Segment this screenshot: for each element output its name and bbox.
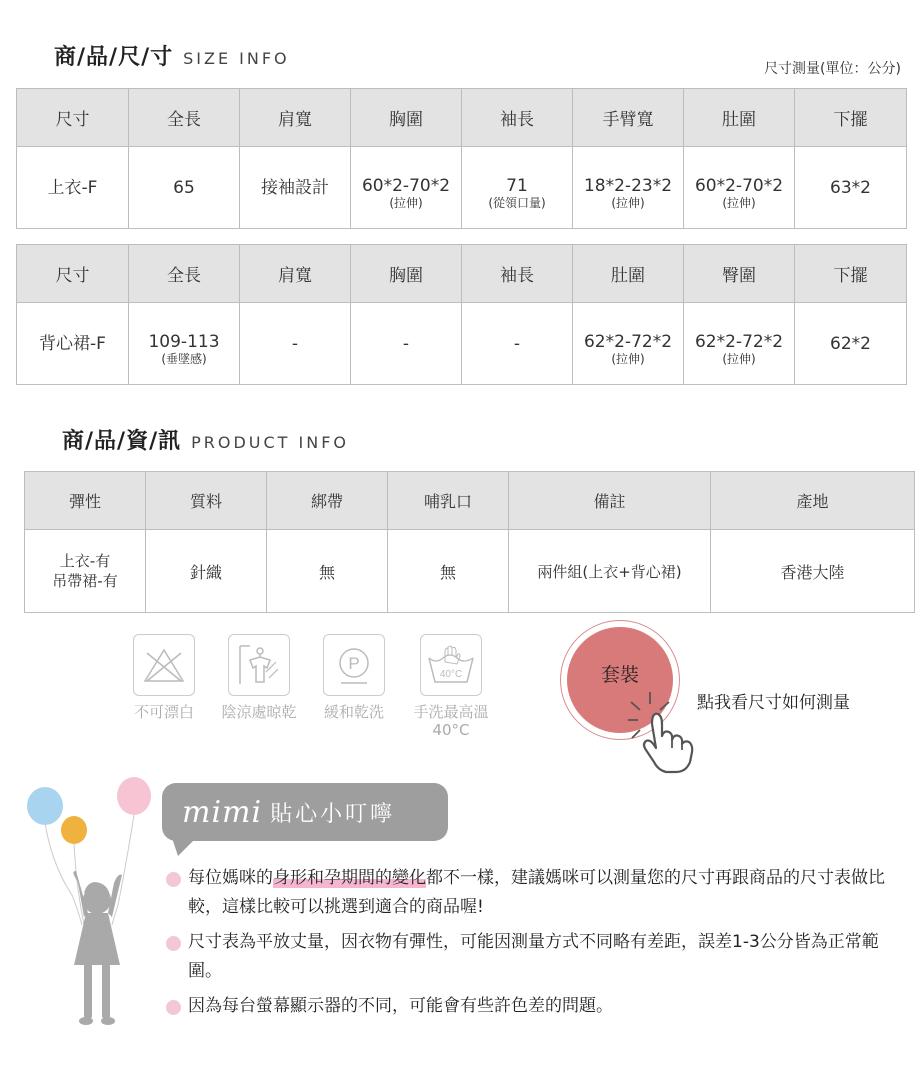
data-cell — [795, 147, 907, 229]
cell-value: 60*2-70*2 — [694, 175, 784, 196]
note-cell: 兩件組(上衣+背心裙) — [509, 530, 711, 613]
strap-cell: 無 — [267, 530, 388, 613]
cell-value: 背心裙-F — [39, 333, 106, 354]
balloon-girl-illustration — [22, 775, 162, 1045]
header-cell: 哺乳口 — [388, 472, 509, 530]
cell-note: (從領口量) — [488, 195, 546, 210]
cell-value: 60*2-70*2 — [361, 175, 451, 196]
size-table-top — [16, 88, 907, 229]
data-cell — [17, 303, 129, 385]
size-table-bottom — [16, 244, 907, 385]
balloon-blue — [27, 787, 63, 825]
header-cell: 袖長 — [462, 89, 573, 147]
data-cell — [129, 303, 240, 385]
care-label-line: 40°C — [432, 721, 470, 739]
tip-text: 因為每台螢幕顯示器的不同，可能會有些許色差的問題。 — [188, 996, 613, 1016]
header-cell: 肚圍 — [684, 89, 795, 147]
tip-highlight: 身形和孕期間的變化 — [273, 868, 426, 888]
cell-value: - — [291, 333, 299, 354]
cell-note: (拉伸) — [722, 195, 756, 210]
header-cell: 全長 — [129, 89, 240, 147]
header-cell: 肩寬 — [240, 245, 351, 303]
balloon-pink — [117, 777, 151, 815]
tip-item-3 — [166, 992, 901, 1021]
measure-guide-link[interactable]: 點我看尺寸如何測量 — [697, 693, 850, 713]
data-cell — [240, 147, 351, 229]
cell-value: - — [513, 333, 521, 354]
product-title-en: PRODUCT INFO — [191, 433, 350, 452]
size-table-top-header — [17, 89, 907, 147]
table-row — [17, 303, 907, 385]
product-info-table — [24, 471, 915, 613]
header-cell: 尺寸 — [17, 89, 129, 147]
data-cell — [573, 147, 684, 229]
data-cell — [129, 147, 240, 229]
size-title-zh: 商/品/尺/寸 — [54, 45, 174, 70]
care-gentle-dry-clean — [314, 634, 394, 721]
girl-silhouette — [73, 871, 122, 1025]
header-cell: 肚圍 — [573, 245, 684, 303]
size-table-bottom-header — [17, 245, 907, 303]
header-cell: 備註 — [509, 472, 711, 530]
tip-text: 都不一樣，建議媽咪可以測量您的尺寸再跟商品的尺寸表做比較，這樣比較可以挑選到適合的商品喔! — [188, 868, 885, 917]
table-row — [17, 147, 907, 229]
cell-value: - — [402, 333, 410, 354]
header-cell: 下擺 — [795, 89, 907, 147]
header-cell: 袖長 — [462, 245, 573, 303]
nursing-cell: 無 — [388, 530, 509, 613]
origin-cell: 香港大陸 — [711, 530, 915, 613]
tip-item-2 — [166, 928, 901, 986]
header-cell: 胸圍 — [351, 89, 462, 147]
tip-item-1 — [166, 864, 901, 922]
care-label: 不可漂白 — [133, 703, 194, 721]
product-table-header — [25, 472, 915, 530]
cell-value: 65 — [173, 177, 195, 198]
product-title-zh: 商/品/資/訊 — [62, 429, 182, 454]
bullet-dot-icon — [166, 872, 181, 887]
cell-value: 18*2-23*2 — [583, 175, 673, 196]
header-cell: 下擺 — [795, 245, 907, 303]
balloon-orange — [61, 816, 87, 844]
cell-value: 63*2 — [830, 177, 871, 198]
bubble-tail — [172, 838, 196, 856]
elasticity-cell — [25, 530, 146, 613]
header-cell: 彈性 — [25, 472, 146, 530]
cell-note: (拉伸) — [722, 351, 756, 366]
bullet-dot-icon — [166, 936, 181, 951]
gentle-dry-clean-icon — [323, 634, 385, 696]
header-cell: 質料 — [146, 472, 267, 530]
no-bleach-icon — [133, 634, 195, 696]
cell-note: (拉伸) — [611, 351, 645, 366]
data-cell — [351, 303, 462, 385]
table-row — [25, 530, 915, 613]
tip-text: 每位媽咪的 — [188, 868, 273, 888]
cell-value: 上衣-F — [47, 177, 98, 198]
cell-value: 71 — [506, 175, 528, 196]
data-cell — [240, 303, 351, 385]
hand-wash-40-icon — [420, 634, 482, 696]
cell-note: (拉伸) — [611, 195, 645, 210]
header-cell: 肩寬 — [240, 89, 351, 147]
tips-bubble — [162, 783, 448, 841]
care-label — [411, 703, 491, 739]
header-cell: 手臂寬 — [573, 89, 684, 147]
product-info-title — [62, 424, 349, 455]
cell-note: (拉伸) — [389, 195, 423, 210]
cell-value: 吊帶裙-有 — [52, 572, 118, 590]
svg-text:P: P — [348, 654, 360, 673]
shade-dry-icon — [228, 634, 290, 696]
tip-text: 尺寸表為平放丈量，因衣物有彈性，可能因測量方式不同略有差距，誤差1-3公分皆為正常範圍。 — [188, 932, 879, 981]
cell-value: 62*2-72*2 — [694, 331, 784, 352]
care-no-bleach — [124, 634, 204, 721]
header-cell: 臀圍 — [684, 245, 795, 303]
unit-note: 尺寸測量(單位：公分) — [764, 61, 901, 77]
header-cell: 全長 — [129, 245, 240, 303]
bullet-dot-icon — [166, 1000, 181, 1015]
data-cell — [17, 147, 129, 229]
data-cell — [684, 303, 795, 385]
care-label: 陰涼處晾乾 — [221, 703, 297, 721]
size-info-title — [54, 40, 290, 71]
material-cell: 針織 — [146, 530, 267, 613]
tips-title: 貼心小叮嚀 — [270, 801, 396, 827]
header-cell: 尺寸 — [17, 245, 129, 303]
cell-value: 上衣-有 — [59, 552, 111, 570]
cell-value: 109-113 — [148, 331, 220, 352]
cell-value: 接袖設計 — [261, 177, 329, 198]
suit-label: 套裝 — [600, 663, 639, 686]
data-cell — [684, 147, 795, 229]
data-cell — [462, 147, 573, 229]
size-title-en: SIZE INFO — [183, 49, 290, 68]
cell-value: 62*2-72*2 — [583, 331, 673, 352]
care-shade-dry — [219, 634, 299, 721]
tips-brand: mimi — [182, 794, 263, 830]
cell-value: 62*2 — [830, 333, 871, 354]
header-cell: 胸圍 — [351, 245, 462, 303]
tub-temp-text: 40°C — [439, 669, 463, 680]
data-cell — [573, 303, 684, 385]
cell-note: (垂墜感) — [161, 351, 207, 366]
care-hand-wash — [411, 634, 491, 739]
care-label-line: 手洗最高溫 — [413, 703, 489, 721]
header-cell: 綁帶 — [267, 472, 388, 530]
care-label: 緩和乾洗 — [323, 703, 384, 721]
data-cell — [795, 303, 907, 385]
header-cell: 產地 — [711, 472, 915, 530]
data-cell — [351, 147, 462, 229]
data-cell — [462, 303, 573, 385]
